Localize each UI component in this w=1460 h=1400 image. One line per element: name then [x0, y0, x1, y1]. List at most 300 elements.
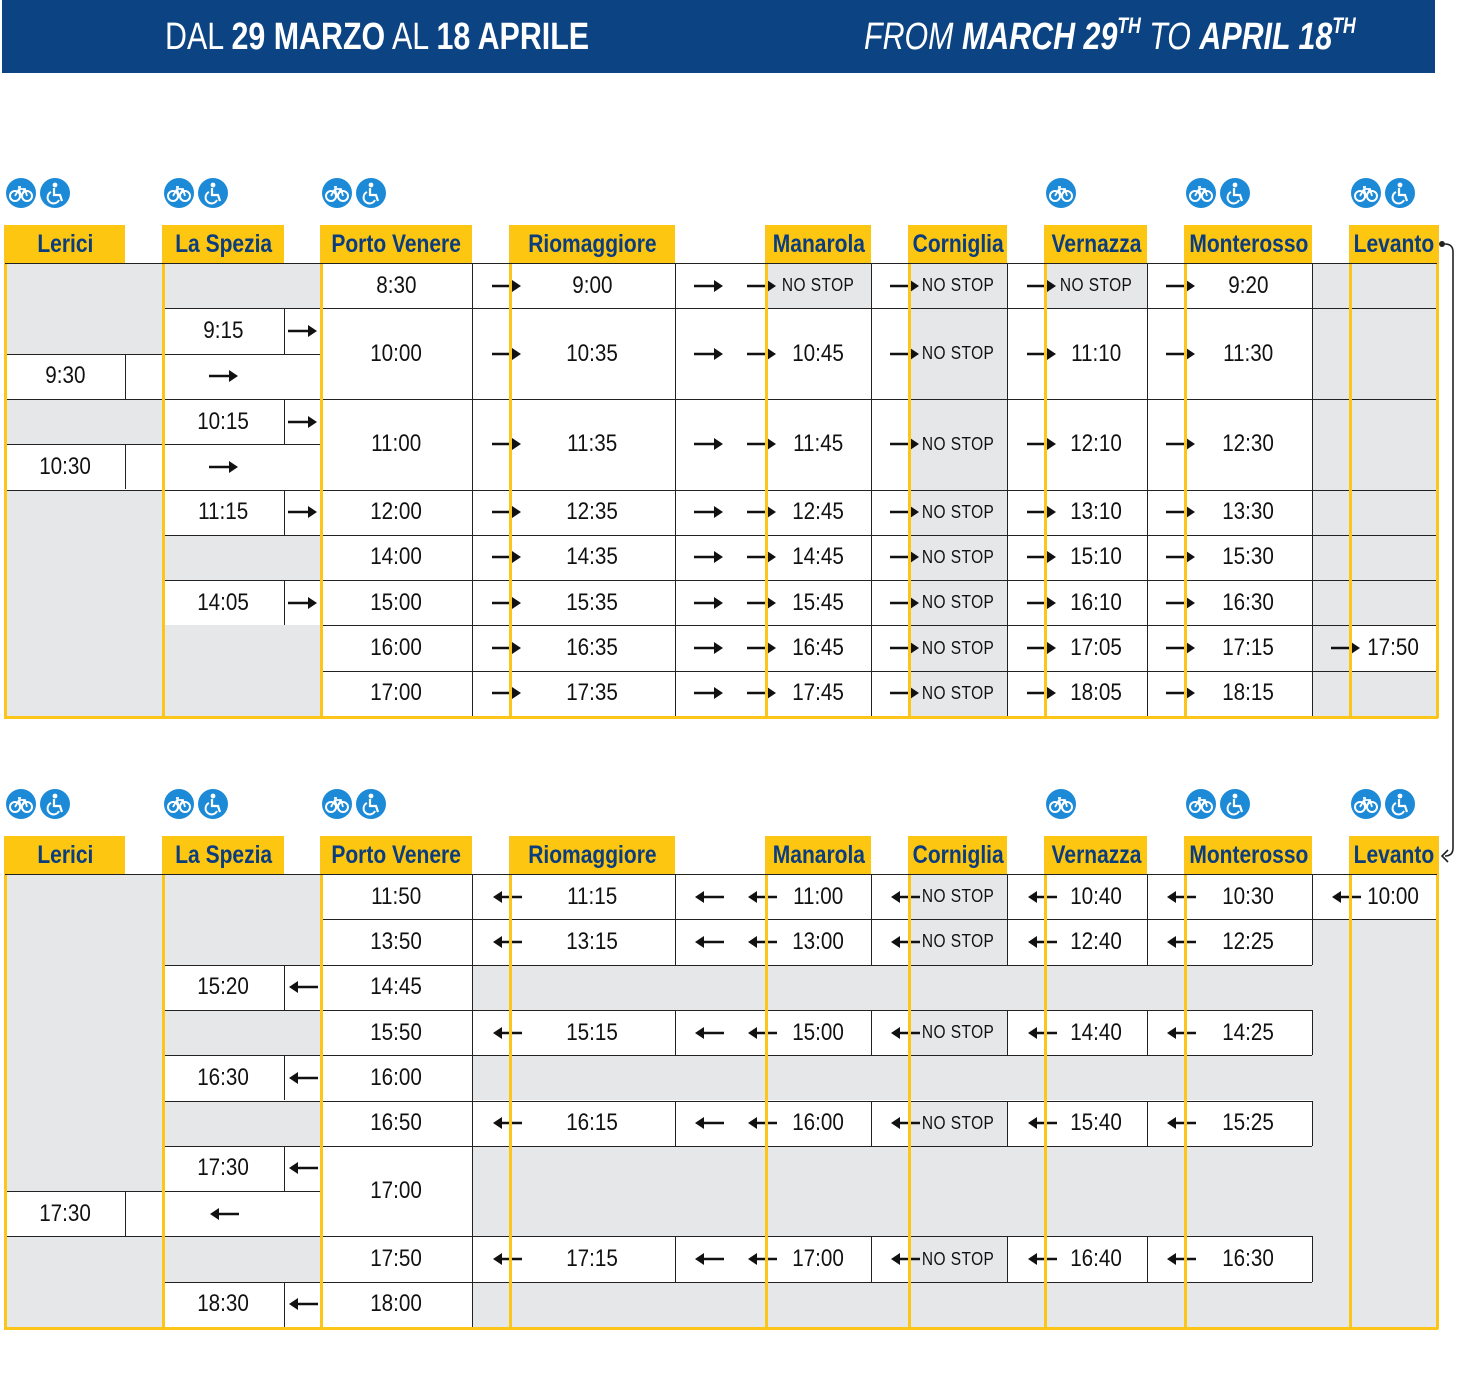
no-stop-cell [909, 919, 1007, 964]
empty-cell [1312, 919, 1350, 1327]
wheelchair-icon [40, 789, 70, 819]
arrow-right-icon [693, 639, 725, 657]
column-divider [871, 263, 872, 716]
time-cell [163, 1055, 284, 1100]
bicycle-icon [1046, 789, 1076, 819]
arrow-left-icon [1165, 1024, 1197, 1042]
departure-time: 8:30 [376, 271, 417, 299]
time-cell [321, 1055, 472, 1100]
arrow-left-icon [1026, 933, 1058, 951]
banner-italian: DAL 29 MARZO AL 18 APRILE [165, 16, 590, 58]
time-cell [510, 919, 675, 964]
departure-time: 18:30 [197, 1290, 250, 1318]
station-header-vernazza [1045, 836, 1147, 874]
departure-time: 15:30 [1222, 543, 1275, 571]
departure-time: 16:10 [1070, 588, 1122, 616]
time-cell [510, 263, 675, 308]
arrow-right-icon [1026, 277, 1058, 295]
departure-time: 17:05 [1070, 634, 1122, 662]
wheelchair-icon [198, 178, 228, 208]
time-cell [321, 580, 472, 625]
bicycle-icon [322, 178, 352, 208]
arrow-right-icon [693, 684, 725, 702]
arrow-left-icon [693, 1250, 725, 1268]
no-stop-cell [909, 308, 1007, 399]
column-divider [284, 490, 285, 535]
time-cell [321, 1146, 472, 1237]
arrow-right-icon [693, 548, 725, 566]
header-divider [5, 263, 1437, 264]
station-name: Riomaggiore [528, 840, 657, 869]
empty-cell [163, 263, 321, 308]
time-cell [163, 1146, 284, 1191]
no-stop-label: NO STOP [921, 682, 995, 703]
column-divider [1312, 1010, 1313, 1055]
departure-time: 17:50 [1367, 634, 1420, 662]
departure-time: 11:10 [1070, 339, 1122, 367]
no-stop-cell [909, 399, 1007, 490]
arrow-right-icon [889, 277, 921, 295]
arrow-right-icon [746, 503, 778, 521]
arrow-left-icon [889, 933, 921, 951]
arrow-left-icon [491, 888, 523, 906]
station-name: Monterosso [1188, 229, 1309, 258]
column-border [908, 225, 911, 718]
departure-time: 18:05 [1070, 679, 1122, 707]
arrow-right-icon [746, 594, 778, 612]
empty-cell [163, 1236, 321, 1281]
bicycle-icon [164, 789, 194, 819]
column-divider [284, 965, 285, 1010]
arrow-left-icon [889, 1024, 921, 1042]
time-cell [1045, 580, 1147, 625]
station-header-porto-venere [321, 836, 472, 874]
arrow-right-icon [1026, 435, 1058, 453]
time-cell [510, 671, 675, 716]
arrow-left-icon [693, 1024, 725, 1042]
column-divider [284, 580, 285, 625]
station-name: La Spezia [175, 840, 272, 869]
time-cell [321, 1282, 472, 1327]
time-cell [321, 308, 472, 399]
no-stop-cell [909, 1236, 1007, 1281]
column-divider [1007, 874, 1008, 965]
station-name: Manarola [772, 229, 865, 258]
arrow-left-icon [746, 1114, 778, 1132]
time-cell [321, 399, 472, 490]
arrow-right-icon [1165, 684, 1197, 702]
station-header-lerici [5, 836, 125, 874]
time-cell [1045, 1101, 1147, 1146]
time-cell [321, 1101, 472, 1146]
station-header-corniglia [909, 225, 1007, 263]
empty-cell [1350, 919, 1437, 1327]
time-cell [1185, 490, 1312, 535]
departure-time: 12:35 [566, 498, 619, 526]
time-cell [321, 1010, 472, 1055]
station-name: Manarola [772, 840, 865, 869]
departure-time: 13:15 [566, 927, 619, 955]
no-stop-label: NO STOP [921, 546, 995, 567]
column-divider [871, 1236, 872, 1281]
time-cell [510, 874, 675, 919]
arrow-left-icon [287, 1159, 319, 1177]
arrow-right-icon [491, 594, 523, 612]
time-cell [1045, 874, 1147, 919]
station-name: Corniglia [912, 840, 1004, 869]
station-header-vernazza [1045, 225, 1147, 263]
departure-time: 16:35 [566, 634, 619, 662]
time-cell [5, 354, 125, 399]
arrow-right-icon [287, 594, 319, 612]
departure-time: 10:00 [370, 339, 423, 367]
time-cell [1185, 535, 1312, 580]
time-cell [766, 919, 871, 964]
arrow-right-icon [1026, 639, 1058, 657]
arrow-right-icon [208, 367, 240, 385]
departure-time: 17:00 [370, 1177, 423, 1205]
column-divider [1007, 1236, 1008, 1281]
time-cell [510, 1101, 675, 1146]
no-stop-cell [909, 1010, 1007, 1055]
arrow-left-icon [1165, 888, 1197, 906]
departure-time: 10:00 [1367, 882, 1420, 910]
empty-cell [5, 263, 163, 354]
departure-time: 10:35 [566, 339, 619, 367]
column-divider [1312, 1101, 1313, 1146]
no-stop-label: NO STOP [921, 637, 995, 658]
departure-time: 17:30 [197, 1154, 250, 1182]
no-stop-label: NO STOP [921, 343, 995, 364]
arrow-right-icon [1026, 345, 1058, 363]
departure-time: 11:50 [371, 882, 422, 910]
arrow-right-icon [287, 322, 319, 340]
column-divider [472, 874, 473, 1327]
arrow-right-icon [1026, 503, 1058, 521]
no-stop-cell [909, 625, 1007, 670]
bicycle-icon [322, 789, 352, 819]
empty-cell [163, 874, 321, 965]
station-header-la-spezia [163, 225, 284, 263]
no-stop-label: NO STOP [782, 275, 855, 296]
time-cell [321, 919, 472, 964]
bicycle-icon [1046, 178, 1076, 208]
station-header-riomaggiore [510, 836, 675, 874]
column-border [1349, 225, 1352, 718]
departure-time: 17:00 [370, 679, 423, 707]
column-divider [284, 399, 285, 444]
time-cell [321, 965, 472, 1010]
arrow-left-icon [208, 1205, 240, 1223]
time-cell [321, 671, 472, 716]
departure-time: 9:30 [44, 362, 86, 390]
time-cell [1045, 671, 1147, 716]
time-cell [1185, 263, 1312, 308]
table-bottom-border [4, 1327, 1438, 1330]
column-divider [125, 444, 126, 489]
departure-time: 11:00 [793, 882, 844, 910]
no-stop-label: NO STOP [921, 931, 995, 952]
time-cell [321, 1236, 472, 1281]
column-border [4, 836, 7, 1329]
station-name: Lerici [36, 229, 94, 258]
departure-time: 17:35 [566, 679, 619, 707]
no-stop-label: NO STOP [921, 275, 995, 296]
departure-time: 16:30 [197, 1063, 250, 1091]
column-divider [675, 1101, 676, 1146]
column-border [4, 225, 7, 718]
time-cell [1185, 580, 1312, 625]
time-cell [766, 399, 871, 490]
arrow-right-icon [287, 413, 319, 431]
departure-time: 16:00 [792, 1109, 845, 1137]
arrow-left-icon [889, 1250, 921, 1268]
column-divider [1147, 263, 1148, 716]
no-stop-cell [1045, 263, 1147, 308]
station-name: Porto Venere [331, 229, 462, 258]
departure-time: 14:35 [566, 543, 619, 571]
departure-time: 9:00 [572, 271, 613, 299]
column-divider [1147, 1236, 1148, 1281]
departure-time: 17:45 [792, 679, 845, 707]
empty-cell [5, 1236, 163, 1327]
time-cell [1045, 919, 1147, 964]
bicycle-icon [1351, 178, 1381, 208]
levanto-return-connector [1436, 236, 1460, 866]
station-name: Porto Venere [331, 840, 462, 869]
time-cell [1185, 874, 1312, 919]
no-stop-label: NO STOP [921, 886, 995, 907]
column-divider [284, 1282, 285, 1327]
time-cell [1045, 535, 1147, 580]
arrow-right-icon [746, 548, 778, 566]
column-border [765, 836, 768, 1329]
arrow-left-icon [1165, 1114, 1197, 1132]
departure-time: 15:15 [566, 1018, 619, 1046]
departure-time: 14:25 [1222, 1018, 1275, 1046]
station-name: Vernazza [1051, 840, 1141, 869]
empty-cell [5, 490, 163, 717]
departure-time: 11:15 [198, 498, 249, 526]
departure-time: 10:30 [1222, 882, 1275, 910]
departure-time: 10:45 [792, 339, 845, 367]
arrow-right-icon [287, 503, 319, 521]
time-cell [1185, 1236, 1312, 1281]
time-cell [766, 671, 871, 716]
arrow-left-icon [1026, 1250, 1058, 1268]
arrow-right-icon [491, 503, 523, 521]
time-cell [766, 1010, 871, 1055]
station-name: Lerici [36, 840, 94, 869]
arrow-right-icon [1026, 684, 1058, 702]
station-header-la-spezia [163, 836, 284, 874]
column-divider [1147, 1101, 1148, 1146]
arrow-right-icon [208, 458, 240, 476]
column-border [1044, 836, 1047, 1329]
departure-time: 15:35 [566, 588, 619, 616]
departure-time: 16:40 [1070, 1245, 1122, 1273]
station-name: Levanto [1353, 229, 1434, 258]
arrow-right-icon [1165, 594, 1197, 612]
no-stop-label: NO STOP [921, 1248, 995, 1269]
column-divider [1312, 263, 1313, 716]
arrow-left-icon [746, 888, 778, 906]
arrow-left-icon [693, 1114, 725, 1132]
departure-time: 16:50 [370, 1109, 423, 1137]
column-divider [284, 308, 285, 353]
no-stop-cell [909, 263, 1007, 308]
station-header-manarola [766, 225, 871, 263]
wheelchair-icon [1385, 789, 1415, 819]
column-divider [1007, 1101, 1008, 1146]
time-cell [163, 490, 284, 535]
wheelchair-icon [1220, 178, 1250, 208]
time-cell [1350, 874, 1437, 919]
arrow-right-icon [1330, 639, 1362, 657]
time-cell [1045, 1010, 1147, 1055]
no-stop-cell [766, 263, 871, 308]
column-divider [1147, 874, 1148, 965]
empty-cell [163, 625, 321, 716]
departure-time: 16:30 [1222, 588, 1275, 616]
row-divider [163, 354, 321, 355]
empty-cell [5, 399, 163, 444]
departure-time: 12:45 [792, 498, 845, 526]
departure-time: 11:45 [793, 430, 844, 458]
no-stop-label: NO STOP [921, 1022, 995, 1043]
banner-english: FROM MARCH 29TH TO APRIL 18TH [864, 13, 1356, 58]
arrow-left-icon [287, 1295, 319, 1313]
column-border [908, 836, 911, 1329]
column-border [1044, 225, 1047, 718]
time-cell [321, 263, 472, 308]
time-cell [766, 874, 871, 919]
departure-time: 15:00 [370, 588, 423, 616]
empty-cell [163, 1010, 321, 1055]
arrow-right-icon [1165, 435, 1197, 453]
time-cell [1185, 1101, 1312, 1146]
time-cell [321, 874, 472, 919]
time-cell [766, 1236, 871, 1281]
column-divider [675, 1236, 676, 1281]
empty-cell [5, 874, 163, 1191]
bicycle-icon [1186, 178, 1216, 208]
time-cell [163, 580, 284, 625]
arrow-right-icon [889, 548, 921, 566]
station-header-lerici [5, 225, 125, 263]
bicycle-icon [1351, 789, 1381, 819]
column-border [320, 836, 323, 1329]
departure-time: 18:00 [370, 1290, 423, 1318]
time-cell [510, 490, 675, 535]
station-header-monterosso [1185, 836, 1312, 874]
no-stop-cell [909, 671, 1007, 716]
time-cell [1185, 919, 1312, 964]
wheelchair-icon [40, 178, 70, 208]
arrow-right-icon [693, 277, 725, 295]
column-divider [675, 874, 676, 965]
column-border [1436, 836, 1439, 1329]
arrow-right-icon [889, 435, 921, 453]
departure-time: 15:20 [197, 973, 250, 1001]
time-cell [321, 490, 472, 535]
column-border [1184, 225, 1187, 718]
time-cell [510, 1010, 675, 1055]
column-divider [871, 1010, 872, 1055]
column-divider [675, 263, 676, 716]
arrow-left-icon [287, 978, 319, 996]
departure-time: 17:15 [1222, 634, 1275, 662]
arrow-right-icon [889, 684, 921, 702]
departure-time: 10:15 [197, 407, 250, 435]
time-cell [321, 535, 472, 580]
time-cell [163, 308, 284, 353]
arrow-left-icon [1026, 1024, 1058, 1042]
departure-time: 14:00 [370, 543, 423, 571]
column-divider [1312, 874, 1313, 965]
no-stop-cell [909, 580, 1007, 625]
departure-time: 16:30 [1222, 1245, 1275, 1273]
departure-time: 15:10 [1070, 543, 1122, 571]
arrow-left-icon [1026, 888, 1058, 906]
empty-cell [1350, 671, 1437, 716]
time-cell [1045, 1236, 1147, 1281]
arrow-left-icon [889, 888, 921, 906]
no-stop-label: NO STOP [921, 1112, 995, 1133]
time-cell [321, 625, 472, 670]
column-border [1349, 836, 1352, 1329]
departure-time: 13:50 [370, 927, 423, 955]
departure-time: 13:30 [1222, 498, 1275, 526]
bicycle-icon [6, 178, 36, 208]
column-divider [871, 874, 872, 965]
departure-time: 16:45 [792, 634, 845, 662]
time-cell [1185, 399, 1312, 490]
arrow-left-icon [1330, 888, 1362, 906]
departure-time: 17:50 [370, 1245, 423, 1273]
arrow-right-icon [746, 435, 778, 453]
departure-time: 12:00 [370, 498, 423, 526]
arrow-right-icon [1026, 548, 1058, 566]
departure-time: 12:30 [1222, 430, 1275, 458]
column-divider [125, 1191, 126, 1236]
no-stop-cell [909, 1101, 1007, 1146]
no-stop-label: NO STOP [1059, 275, 1133, 296]
arrow-left-icon [746, 933, 778, 951]
column-divider [284, 1146, 285, 1191]
departure-time: 9:20 [1228, 271, 1269, 299]
station-name: Levanto [1353, 840, 1434, 869]
time-cell [510, 580, 675, 625]
time-cell [510, 1236, 675, 1281]
station-header-corniglia [909, 836, 1007, 874]
arrow-right-icon [491, 684, 523, 702]
arrow-right-icon [491, 345, 523, 363]
time-cell [163, 399, 284, 444]
column-divider [675, 1010, 676, 1055]
departure-time: 11:35 [567, 430, 618, 458]
departure-time: 16:00 [370, 1063, 423, 1091]
time-cell [510, 308, 675, 399]
station-header-riomaggiore [510, 225, 675, 263]
departure-time: 11:30 [1223, 339, 1274, 367]
arrow-right-icon [1165, 548, 1197, 566]
date-banner [2, 0, 1435, 73]
column-divider [472, 263, 473, 716]
departure-time: 11:15 [567, 882, 618, 910]
arrow-right-icon [1165, 277, 1197, 295]
arrow-left-icon [1165, 1250, 1197, 1268]
